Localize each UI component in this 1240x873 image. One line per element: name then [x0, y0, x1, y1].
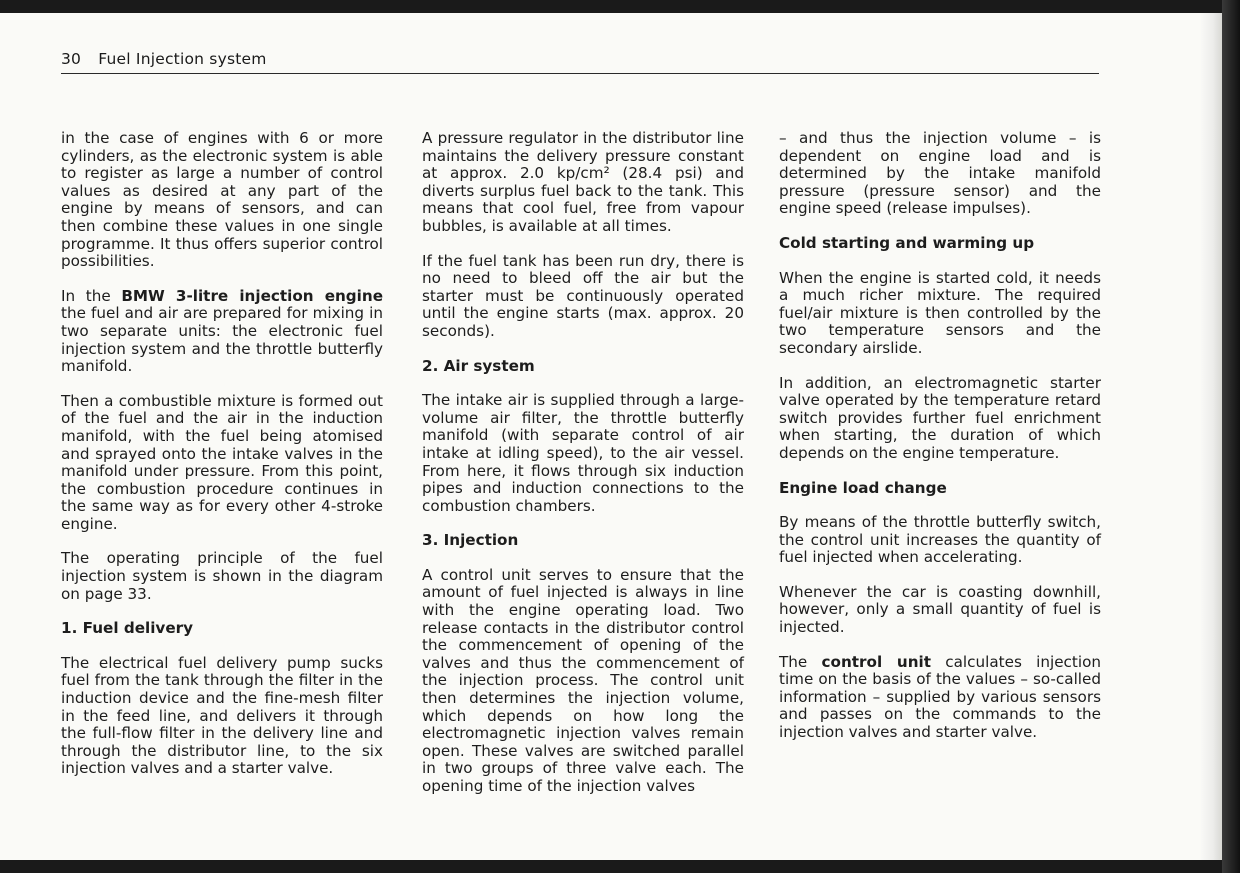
- emphasis-text: BMW 3-litre injection engine: [121, 286, 383, 305]
- section-heading: 1. Fuel delivery: [61, 619, 194, 638]
- scan-border: [1222, 0, 1240, 873]
- paragraph: A control unit serves to ensure that the amount of fuel injected is always in line with the engine operating load. Two release contacts in the distributor control the commencement of opening of the valves and thus the commencement of the injection process. The control unit then determines the injection volume, which depends on how long the electromagnetic injection valves remain open. These valves are switched parallel in two groups of three valve each. The opening time of the injection valves: [422, 565, 744, 795]
- text-column-3: [779, 130, 1101, 759]
- section-title: Fuel Injection system: [98, 50, 267, 68]
- section-heading: Cold starting and warming up: [779, 233, 1035, 252]
- text-run: the fuel and air are prepared for mixing in two separate units: the electronic fuel injection system and the throttle butterfly manifold.: [61, 304, 383, 376]
- section-heading: 3. Injection: [422, 531, 519, 550]
- paragraph: Whenever the car is coasting downhill, however, only a small quantity of fuel is injected.: [779, 582, 1101, 637]
- paragraph: The electrical fuel delivery pump sucks fuel from the tank through the filter in the induction device and the fine-mesh filter in the feed line, and delivers it through the full-flow filter in the delivery line and through the distributor line, to the six injection valves and a starter valve.: [61, 653, 383, 778]
- text-column-2: [422, 130, 744, 813]
- header-rule: [61, 73, 1099, 74]
- paragraph: The intake air is supplied through a large-volume air filter, the throttle butterfly manifold (with separate control of air intake at idling speed), to the air vessel. From here, it flows through six induction pipes and induction connections to the combustion chambers.: [422, 391, 744, 515]
- paragraph: In addition, an electromagnetic starter valve operated by the temperature retard switch provides further fuel enrichment when starting, the duration of which depends on the engine temperature.: [779, 373, 1101, 462]
- paragraph: When the engine is started cold, it needs a much richer mixture. The required fuel/air mixture is then controlled by the two temperature sensors and the secondary airslide.: [779, 268, 1101, 357]
- text-run: In the: [61, 286, 122, 305]
- paragraph: The operating principle of the fuel injection system is shown in the diagram on page 33.: [61, 549, 383, 603]
- paragraph: By means of the throttle butterfly switch, the control unit increases the quantity of fuel injected when accelerating.: [779, 513, 1101, 567]
- paragraph: in the case of engines with 6 or more cylinders, as the electronic system is able to register as large a number of control values as desired at any part of the engine by means of sensors, and can then combine these values in one single programme. It thus offers superior control possibilities.: [61, 129, 383, 271]
- section-heading: Engine load change: [779, 478, 947, 497]
- paragraph: [61, 288, 383, 376]
- text-column-1: [61, 130, 383, 795]
- paragraph: A pressure regulator in the distributor line maintains the delivery pressure constant at approx. 2.0 kp/cm² (28.4 psi) and diverts surplus fuel back to the tank. This means that cool fuel, free from vapour bubbles, is available at all times.: [422, 129, 744, 235]
- paragraph: Then a combustible mixture is formed out of the fuel and the air in the induction manifold, with the fuel being atomised and sprayed onto the intake valves in the manifold under pressure. From this point, the combustion procedure continues in the same way as for every other 4-stroke engine.: [61, 391, 383, 533]
- page-edge-shadow: [1200, 13, 1222, 860]
- paragraph: If the fuel tank has been run dry, there is no need to bleed off the air but the starter must be continuously operated until the engine starts (max. approx. 20 seconds).: [422, 251, 744, 340]
- running-header: [61, 50, 267, 68]
- text-run: The: [779, 652, 822, 671]
- section-heading: 2. Air system: [422, 356, 535, 375]
- emphasis-text: control unit: [821, 652, 931, 671]
- paragraph: – and thus the injection volume – is dependent on engine load and is determined by the intake manifold pressure (pressure sensor) and the engine speed (release impulses).: [779, 129, 1101, 218]
- page-number: 30: [61, 50, 82, 68]
- text-run: calculates injection time on the basis of the values – so-called information – supplied by various sensors and passes on the commands to the injection valves and starter valve.: [779, 652, 1101, 742]
- paragraph: [779, 654, 1101, 742]
